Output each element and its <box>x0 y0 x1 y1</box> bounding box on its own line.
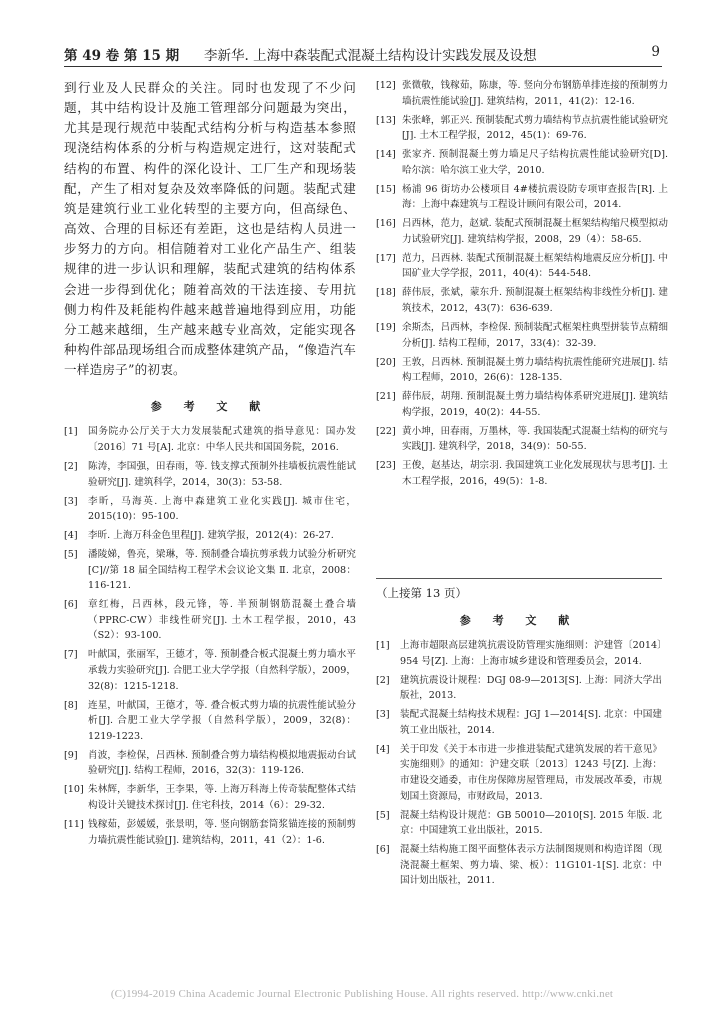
reference-item <box>64 528 356 544</box>
reference-text: 薛伟辰，胡翔. 预制混凝土剪力墙结构体系研究进展[J]. 建筑结构学报，2019，40(2)：44-55. <box>402 391 668 418</box>
reference-item <box>376 285 668 316</box>
header-rule <box>64 66 662 67</box>
reference-item <box>376 742 662 804</box>
reference-number: [8] <box>64 699 78 711</box>
reference-text: 余斯杰，吕西林，李检保. 预制装配式框架柱典型拼装节点精细分析[J]. 结构工程师，2017，33(4)：32-39. <box>402 322 668 349</box>
reference-item <box>64 424 356 455</box>
reference-item <box>376 182 668 213</box>
reference-text: 上海市超限高层建筑抗震设防管理实施细则：沪建管〔2014〕954 号[Z]. 上海：上海市城乡建设和管理委员会，2014. <box>400 640 662 667</box>
reference-text: 杨浦 96 街坊办公楼项目 4#楼抗震设防专项审查报告[R]. 上海：上海中森建筑与工程设计顾问有限公司，2014. <box>402 183 668 211</box>
reference-number: [6] <box>376 844 390 856</box>
reference-number: [17] <box>376 252 396 264</box>
references-list-left <box>64 424 356 848</box>
reference-item <box>376 216 668 247</box>
reference-text: 黄小坤，田春雨，万墨林，等. 我国装配式混凝土结构的研究与实践[J]. 建筑科学，2018，34(9)：50-55. <box>402 425 668 453</box>
reference-text: 张家齐. 预制混凝土剪力墙足尺子结构抗震性能试验研究[D]. 哈尔滨：哈尔滨工业大学，2010. <box>402 149 668 176</box>
reference-text: 王俊，赵基达，胡宗羽. 我国建筑工业化发展现状与思考[J]. 土木工程学报，2016，49(5)：1-8. <box>402 460 668 487</box>
reference-number: [3] <box>376 709 390 721</box>
reference-number: [11] <box>64 818 84 830</box>
reference-text: 建筑抗震设计规程：DGJ 08-9—2013[S]. 上海：同济大学出版社，2013. <box>400 674 662 702</box>
reference-text: 章红梅，吕西林，段元锋，等. 半预制钢筋混凝土叠合墙（PPRC-CW）非线性研究[J]. 土木工程学报，2010，43（S2）：93-100. <box>88 599 356 642</box>
reference-number: [1] <box>64 426 78 438</box>
reference-number: [13] <box>376 114 396 126</box>
reference-text: 国务院办公厅关于大力发展装配式建筑的指导意见：国办发〔2016〕71 号[A]. 北京：中华人民共和国国务院，2016. <box>88 426 356 453</box>
reference-number: [1] <box>376 640 390 651</box>
reference-number: [14] <box>376 149 396 161</box>
reference-text: 薛伟辰，张斌，蒙东升. 预制混凝土框架结构非线性分析[J]. 建筑技术，2012，43(7)：636-639. <box>402 287 668 315</box>
reference-item <box>64 782 356 813</box>
reference-text: 陈涛，李国强，田春雨，等. 钱支撑式预制外挂墙板抗震性能试验研究[J]. 建筑科学，2014，30(3)：53-58. <box>88 460 356 488</box>
reference-text: 潘陵娣，鲁亮，梁琳，等. 预制叠合墙抗剪承载力试验分析研究[C]//第 18 届全国结构工程学术会议论文集 Ⅱ. 北京，2008：116-121. <box>88 549 356 592</box>
reference-number: [12] <box>376 80 396 91</box>
reference-number: [16] <box>376 218 396 230</box>
reference-number: [21] <box>376 391 396 403</box>
continuation-label: （上接第 13 页） <box>376 586 467 600</box>
reference-item <box>64 597 356 644</box>
reference-number: [6] <box>64 599 78 611</box>
reference-text: 李昕. 上海万科金色里程[J]. 建筑学报，2012(4)：26-27. <box>88 530 334 542</box>
reference-text: 吕西林，范力，赵斌. 装配式预制混凝土框架结构缩尺模型拟动力试验研究[J]. 建筑结构学报，2008，29（4）：58-65. <box>402 218 668 245</box>
reference-number: [19] <box>376 322 396 334</box>
reference-text: 混凝土结构设计规范：GB 50010—2010[S]. 2015 年版. 北京：中国建筑工业出版社，2015. <box>400 809 662 837</box>
reference-item <box>376 842 662 889</box>
reference-item <box>376 78 668 109</box>
right-column <box>376 78 668 493</box>
continuation-block <box>376 612 662 892</box>
reference-number: [7] <box>64 649 78 661</box>
reference-item <box>376 808 662 839</box>
reference-item <box>64 547 356 594</box>
reference-item <box>64 647 356 694</box>
reference-text: 肖波，李检保，吕西林. 预制叠合剪力墙结构模拟地震振动台试验研究[J]. 结构工程师，2016，32(3)：119-126. <box>88 749 356 777</box>
reference-text: 连星，叶献国，王德才，等. 叠合板式剪力墙的抗震性能试验分析[J]. 合肥工业大学学报（自然科学版），2009，32(8)：1219-1223. <box>88 699 356 742</box>
reference-item <box>376 424 668 455</box>
continuation-references-heading: 参 考 文 献 <box>459 614 579 627</box>
reference-item <box>376 113 668 144</box>
reference-number: [2] <box>376 674 390 686</box>
article-running-title: 李新华. 上海中森装配式混凝土结构设计实践发展及设想 <box>204 48 537 64</box>
reference-text: 叶献国，张丽军，王德才，等. 预制叠合板式混凝土剪力墙水平承载力实验研究[J]. 合肥工业大学学报（自然科学版），2009，32(8)：1215-1218. <box>88 649 356 692</box>
references-list-right <box>376 78 668 490</box>
reference-item <box>376 355 668 386</box>
reference-item <box>376 320 668 351</box>
reference-text: 钱稼茹，彭媛媛，张景明，等. 竖向钢筋套筒浆锚连接的预制剪力墙抗震性能试验[J]. 建筑结构，2011，41（2）：1-6. <box>88 818 356 846</box>
reference-number: [23] <box>376 460 396 472</box>
running-header <box>64 44 660 64</box>
reference-number: [22] <box>376 425 396 437</box>
reference-text: 李昕，马海英. 上海中森建筑工业化实践[J]. 城市住宅，2015(10)：95-100. <box>88 495 356 523</box>
reference-number: [15] <box>376 183 396 195</box>
reference-number: [18] <box>376 287 396 299</box>
reference-item <box>376 251 668 282</box>
reference-item <box>64 698 356 745</box>
reference-text: 张微敬，钱稼茹，陈康，等. 竖向分布钢筋单排连接的预制剪力墙抗震性能试验[J]. 建筑结构，2011，41(2)：12-16. <box>402 80 668 107</box>
reference-number: [4] <box>376 743 390 755</box>
reference-item <box>376 147 668 178</box>
reference-number: [5] <box>376 809 390 821</box>
reference-number: [20] <box>376 356 396 368</box>
continuation-divider <box>376 578 662 579</box>
reference-number: [2] <box>64 460 78 472</box>
reference-item <box>64 817 356 848</box>
reference-number: [3] <box>64 495 78 507</box>
reference-item <box>64 494 356 525</box>
reference-text: 王敦，吕西林. 预制混凝土剪力墙结构抗震性能研究进展[J]. 结构工程师，2010，26(6)：128-135. <box>402 356 668 384</box>
page-number: 9 <box>651 44 660 60</box>
reference-item <box>376 389 668 420</box>
journal-volume: 第 49 卷 第 15 期 <box>64 48 180 64</box>
reference-text: 朱张峰，郭正兴. 预制装配式剪力墙结构节点抗震性能试验研究[J]. 土木工程学报，2012，45(1)：69-76. <box>402 114 668 142</box>
reference-number: [5] <box>64 549 78 561</box>
reference-text: 关于印发《关于本市进一步推进装配式建筑发展的若干意见》实施细则》的通知：沪建交联〔2013〕1243 号[Z]. 上海：市建设交通委，市住房保障房屋管理局，市发展改革委，市规划国土资源局，市财政局，2013. <box>400 743 662 802</box>
reference-number: [9] <box>64 749 78 761</box>
reference-text: 朱林辉，李新华，王李果，等. 上海万科海上传奇装配整体式结构设计关键技术探讨[J]. 住宅科技，2014（6）：29-32. <box>88 784 356 811</box>
copyright-footer: (C)1994-2019 China Academic Journal Electronic Publishing House. All rights reserved. http://www.cnki.net <box>110 988 614 1000</box>
reference-item <box>376 638 662 669</box>
reference-text: 混凝土结构施工图平面整体表示方法制图规则和构造详图（现浇混凝土框架、剪力墙、梁、板）：11G101-1[S]. 北京：中国计划出版社，2011. <box>400 844 662 887</box>
reference-number: [10] <box>64 784 84 796</box>
reference-item <box>64 459 356 490</box>
reference-text: 范力，吕西林. 装配式预制混凝土框架结构地震反应分析[J]. 中国矿业大学学报，2011，40(4)：544-548. <box>402 252 668 280</box>
reference-number: [4] <box>64 530 78 542</box>
continuation-references-list <box>376 638 662 889</box>
reference-item <box>376 458 668 489</box>
reference-item <box>376 707 662 738</box>
conclusion-paragraph: 到行业及人民群众的关注。同时也发现了不少问题，其中结构设计及施工管理部分问题最为突出，尤其是现行规范中装配式结构分析与构造基本参照现浇结构体系的分析与构造规定进行，这对装配式结构的布置、构件的深化设计、工厂生产和现场装配，产生了相对复杂及效率降低的问题。装配式建筑是建筑行业工业化转型的主要方向，但高绿色、高效、合理的目标还有差距，这也是结构人员进一步努力的方向。相信随着对工业化产品生产、组装规律的进一步认识和理解，装配式建筑的结构体系会进一步得到优化；随着高效的干法连接、专用抗侧力构件及耗能构件越来越普遍地得到应用，功能分工越来越细，生产越来越专业高效，定能实现各种构件部品现场组合而成整体建筑产品，“像造汽车一样造房子”的初衷。 <box>64 80 356 378</box>
references-heading: 参 考 文 献 <box>150 400 270 414</box>
reference-item <box>64 748 356 779</box>
left-column <box>64 78 356 851</box>
reference-item <box>376 673 662 704</box>
reference-text: 装配式混凝土结构技术规程：JGJ 1—2014[S]. 北京：中国建筑工业出版社，2014. <box>400 709 662 736</box>
